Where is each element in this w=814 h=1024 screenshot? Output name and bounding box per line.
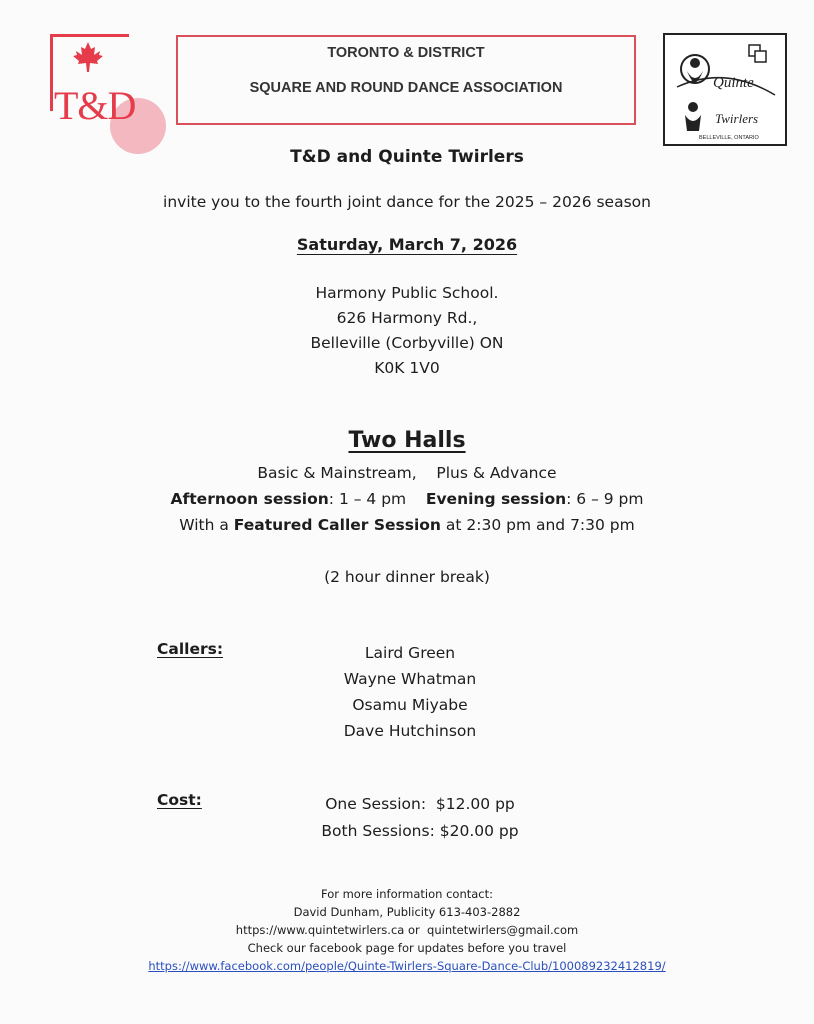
event-heading: T&D and Quinte Twirlers <box>290 147 524 167</box>
featured-caller-info <box>0 516 814 534</box>
caller-name: Osamu Miyabe <box>352 696 468 714</box>
quinte-logo-subtext: BELLEVILLE, ONTARIO <box>699 135 759 141</box>
association-title-box <box>176 35 636 125</box>
dance-levels: Basic & Mainstream, Plus & Advance <box>257 464 557 482</box>
caller-name: Wayne Whatman <box>343 670 477 688</box>
afternoon-label: Afternoon session <box>170 490 329 508</box>
contact-footer <box>0 885 814 975</box>
session-times <box>0 490 814 508</box>
featured-label: Featured Caller Session <box>233 516 441 534</box>
cost-list <box>290 791 550 845</box>
quinte-twirlers-logo <box>663 33 787 146</box>
footer-line: Check our facebook page for updates before you travel <box>247 941 567 955</box>
evening-time: : 6 – 9 pm <box>566 490 644 508</box>
featured-prefix: With a <box>179 516 234 534</box>
cost-one-session: One Session: $12.00 pp <box>325 795 515 813</box>
venue-line: K0K 1V0 <box>374 359 440 377</box>
venue-line: 626 Harmony Rd., <box>336 309 478 327</box>
event-date <box>0 235 814 254</box>
afternoon-time: : 1 – 4 pm <box>328 490 407 508</box>
association-title-line2: SQUARE AND ROUND DANCE ASSOCIATION <box>249 80 563 96</box>
featured-suffix: at 2:30 pm and 7:30 pm <box>440 516 635 534</box>
cost-both-sessions: Both Sessions: $20.00 pp <box>321 822 519 840</box>
footer-web-email: https://www.quintetwirlers.ca or quintetwirlers@gmail.com <box>235 923 579 937</box>
event-date-text: Saturday, March 7, 2026 <box>296 235 518 254</box>
invitation-text: invite you to the fourth joint dance for the 2025 – 2026 season <box>163 193 651 211</box>
quinte-logo-text: Quinte <box>713 75 754 91</box>
facebook-link[interactable]: https://www.facebook.com/people/Quinte-Twirlers-Square-Dance-Club/100089232412819/ <box>148 959 666 973</box>
association-title-line1: TORONTO & DISTRICT <box>327 45 485 61</box>
svg-text:Twirlers: Twirlers <box>715 111 759 126</box>
callers-label: Callers: <box>157 640 224 658</box>
halls-title <box>0 428 814 453</box>
td-logo-text: T&D <box>54 83 136 128</box>
evening-label: Evening session <box>425 490 567 508</box>
halls-title-text: Two Halls <box>348 428 466 453</box>
dinner-break: (2 hour dinner break) <box>324 568 490 586</box>
venue-line: Belleville (Corbyville) ON <box>310 334 504 352</box>
caller-name: Dave Hutchinson <box>343 722 477 740</box>
venue-address <box>0 281 814 381</box>
callers-list <box>300 640 520 744</box>
quinte-dancers-icon <box>665 35 785 144</box>
cost-label: Cost: <box>157 791 202 809</box>
venue-line: Harmony Public School. <box>315 284 499 302</box>
footer-line: For more information contact: <box>320 887 493 901</box>
caller-name: Laird Green <box>364 644 456 662</box>
footer-contact-name: David Dunham, Publicity 613-403-2882 <box>293 905 521 919</box>
td-logo <box>50 34 168 149</box>
maple-leaf-icon <box>70 40 106 76</box>
